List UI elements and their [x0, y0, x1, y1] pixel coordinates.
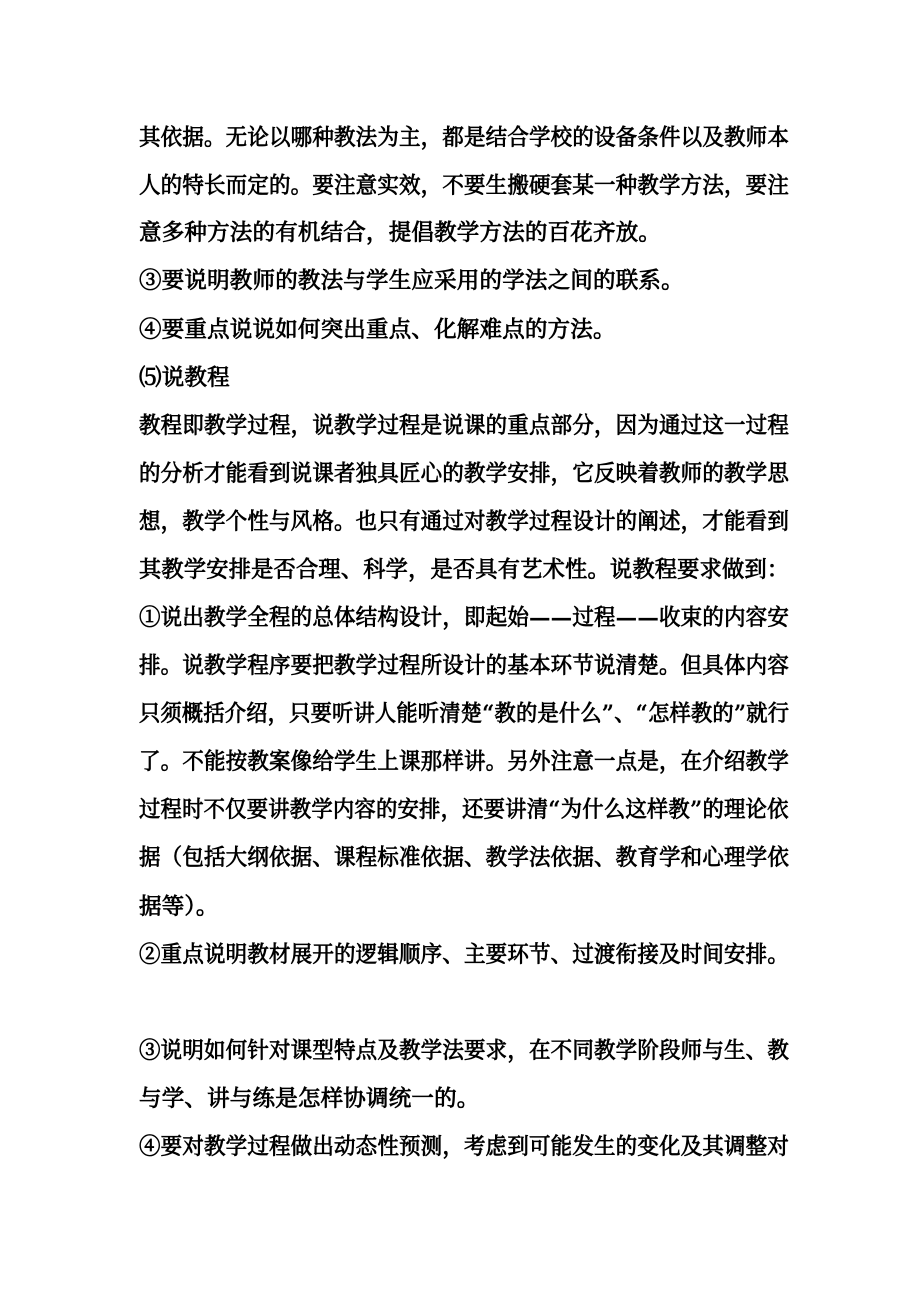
- text-line: 了。不能按教案像给学生上课那样讲。另外注意一点是，在介绍教学: [139, 749, 790, 775]
- text-line: 据（包括大纲依据、课程标准依据、教学法依据、教育学和心理学依: [139, 845, 790, 871]
- text-line: ②重点说明教材展开的逻辑顺序、主要环节、过渡衔接及时间安排。: [139, 942, 790, 968]
- text-line: 与学、讲与练是怎样协调统一的。: [139, 1086, 480, 1112]
- text-line: 其依据。无论以哪种教法为主，都是结合学校的设备条件以及教师本: [139, 125, 790, 151]
- text-line: 过程时不仅要讲教学内容的安排，还要讲清“为什么这样教”的理论依: [139, 797, 789, 823]
- text-line: ③要说明教师的教法与学生应采用的学法之间的联系。: [139, 268, 684, 294]
- text-line: 意多种方法的有机结合，提倡教学方法的百花齐放。: [139, 220, 662, 246]
- text-line: 教程即教学过程，说教学过程是说课的重点部分，因为通过这一过程: [139, 413, 790, 439]
- text-line: 人的特长而定的。要注意实效，不要生搬硬套某一种教学方法，要注: [139, 173, 790, 199]
- text-line: ③说明如何针对课型特点及教学法要求，在不同教学阶段师与生、教: [139, 1038, 790, 1064]
- text-line: 想，教学个性与风格。也只有通过对教学过程设计的阐述，才能看到: [139, 509, 790, 535]
- text-line: 只须概括介绍，只要听讲人能听清楚“教的是什么”、“怎样教的”就行: [139, 701, 790, 727]
- section-heading: ⑸说教程: [139, 365, 230, 391]
- text-line: 其教学安排是否合理、科学，是否具有艺术性。说教程要求做到：: [139, 557, 790, 583]
- text-line: 的分析才能看到说课者独具匠心的教学安排，它反映着教师的教学思: [139, 461, 790, 487]
- text-line: ①说出教学全程的总体结构设计，即起始——过程——收束的内容安: [139, 605, 790, 631]
- text-line: ④要对教学过程做出动态性预测，考虑到可能发生的变化及其调整对: [139, 1134, 790, 1160]
- text-line: ④要重点说说如何突出重点、化解难点的方法。: [139, 317, 616, 343]
- text-line: 据等）。: [139, 894, 219, 920]
- text-line: 排。说教学程序要把教学过程所设计的基本环节说清楚。但具体内容: [139, 653, 790, 679]
